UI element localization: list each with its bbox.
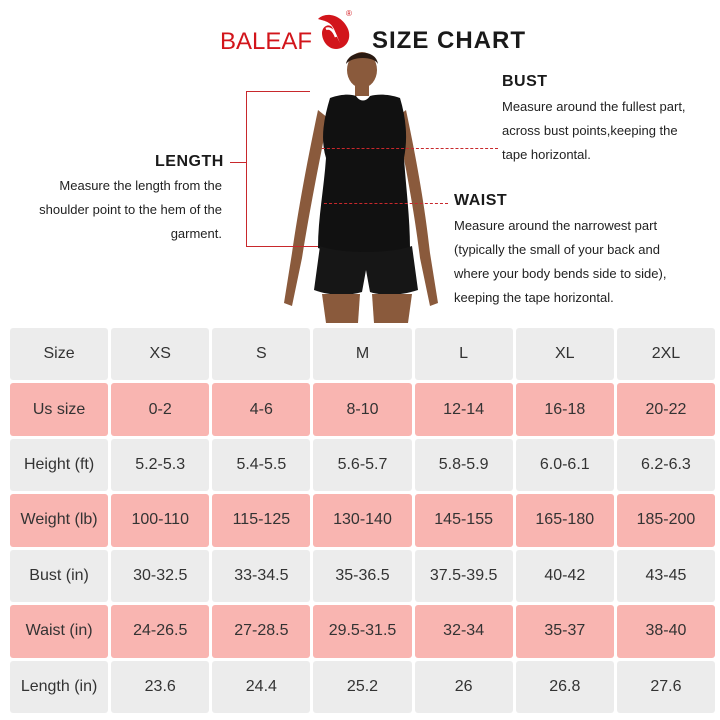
table-cell: 30-32.5: [111, 550, 209, 602]
table-cell: 27-28.5: [212, 605, 310, 657]
shorts: [314, 246, 418, 295]
table-cell: 0-2: [111, 383, 209, 435]
model-figure: [270, 48, 460, 323]
table-cell: 5.8-5.9: [415, 439, 513, 491]
table-cell: 24.4: [212, 661, 310, 713]
table-cell: 115-125: [212, 494, 310, 546]
table-row-label: Us size: [10, 383, 108, 435]
table-cell: 5.2-5.3: [111, 439, 209, 491]
table-header-size: L: [415, 328, 513, 380]
table-cell: 130-140: [313, 494, 411, 546]
page-title: SIZE CHART: [372, 27, 526, 54]
table-cell: 145-155: [415, 494, 513, 546]
table-row-label: Length (in): [10, 661, 108, 713]
table-cell: 23.6: [111, 661, 209, 713]
table-cell: 43-45: [617, 550, 715, 602]
table-cell: 40-42: [516, 550, 614, 602]
length-bracket-bottom: [246, 246, 318, 247]
table-header-size: 2XL: [617, 328, 715, 380]
table-row-label: Bust (in): [10, 550, 108, 602]
table-row-label: Weight (lb): [10, 494, 108, 546]
table-cell: 25.2: [313, 661, 411, 713]
waist-title: WAIST: [454, 192, 508, 209]
bust-description: Measure around the fullest part, across bust points,keeping the tape horizontal.: [502, 99, 686, 162]
table-row-label: Height (ft): [10, 439, 108, 491]
table-cell: 29.5-31.5: [313, 605, 411, 657]
bust-title: BUST: [502, 73, 548, 90]
table-cell: 26.8: [516, 661, 614, 713]
table-header-size: S: [212, 328, 310, 380]
table-header-size: XS: [111, 328, 209, 380]
table-cell: 26: [415, 661, 513, 713]
table-cell: 165-180: [516, 494, 614, 546]
table-cell: 5.6-5.7: [313, 439, 411, 491]
length-pointer: [230, 162, 246, 163]
length-bracket-top: [246, 91, 310, 92]
table-cell: 20-22: [617, 383, 715, 435]
table-cell: 5.4-5.5: [212, 439, 310, 491]
length-description: Measure the length from the shoulder point to the hem of the garment.: [39, 178, 222, 241]
length-title: LENGTH: [155, 153, 224, 170]
table-cell: 33-34.5: [212, 550, 310, 602]
table-header-size: M: [313, 328, 411, 380]
table-cell: 27.6: [617, 661, 715, 713]
length-bracket-vertical: [246, 91, 247, 246]
table-cell: 6.0-6.1: [516, 439, 614, 491]
table-header-size: XL: [516, 328, 614, 380]
table-cell: 12-14: [415, 383, 513, 435]
table-cell: 16-18: [516, 383, 614, 435]
waist-description: Measure around the narrowest part (typically the small of your back and where your body bends side to side), keeping the tape horizontal.: [454, 218, 667, 305]
brand-name: BALEAF: [220, 28, 313, 55]
bust-measure-line: [322, 148, 498, 149]
table-cell: 38-40: [617, 605, 715, 657]
table-row-label: Waist (in): [10, 605, 108, 657]
table-cell: 185-200: [617, 494, 715, 546]
table-cell: 32-34: [415, 605, 513, 657]
table-cell: 24-26.5: [111, 605, 209, 657]
table-cell: 4-6: [212, 383, 310, 435]
table-cell: 100-110: [111, 494, 209, 546]
table-cell: 35-37: [516, 605, 614, 657]
table-header-label: Size: [10, 328, 108, 380]
table-cell: 37.5-39.5: [415, 550, 513, 602]
tank-top: [318, 95, 410, 254]
trademark-symbol: ®: [346, 9, 352, 18]
waist-measure-line: [324, 203, 448, 204]
table-cell: 35-36.5: [313, 550, 411, 602]
size-table: [10, 328, 715, 713]
table-cell: 8-10: [313, 383, 411, 435]
table-cell: 6.2-6.3: [617, 439, 715, 491]
